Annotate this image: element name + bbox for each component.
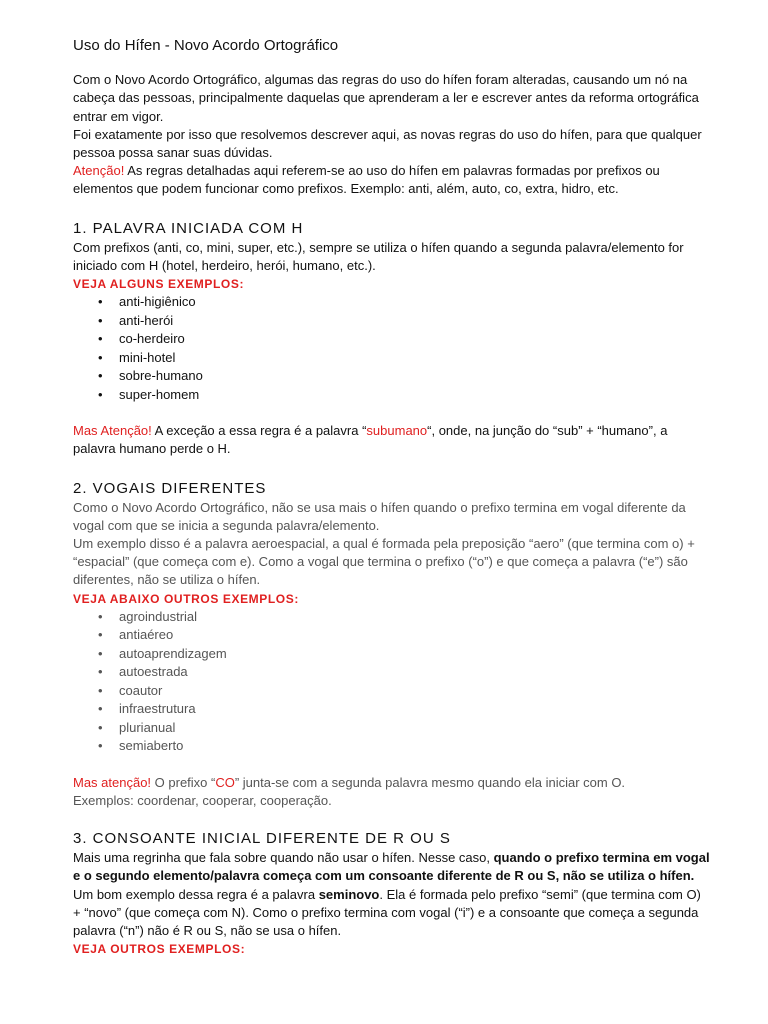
section-3-example-post: . Ela é formada pelo prefixo “semi” (que termina com O) + “novo” (que começa com N). Como o prefixo termina com vogal (“i”) e a consoante que começa a segunda palavra (“n”) não é R ou S, não se usa o hífen. <box>73 886 701 939</box>
list-item: • super-homem <box>98 386 712 405</box>
page-title: Uso do Hífen - Novo Acordo Ortográfico <box>73 37 339 54</box>
list-item: • anti-higiênico <box>98 293 712 312</box>
list-item: • mini-hotel <box>98 349 712 368</box>
section-3-examples-label: VEJA OUTROS EXEMPLOS: <box>73 942 246 957</box>
list-item: • sobre-humano <box>98 367 712 386</box>
list-item: • antiaéreo <box>98 626 712 645</box>
list-item: • anti-herói <box>98 312 712 331</box>
section-2-note-examples: Exemplos: coordenar, cooperar, cooperação. <box>73 793 332 809</box>
list-item: • agroindustrial <box>98 608 712 627</box>
section-2-note <box>73 774 712 792</box>
section-1-note <box>73 422 712 458</box>
list-item: • coautor <box>98 682 712 701</box>
section-3-example-pre: Um bom exemplo dessa regra é a palavra <box>73 886 319 902</box>
section-2-examples-label: VEJA ABAIXO OUTROS EXEMPLOS: <box>73 591 299 606</box>
section-2-note-word: CO <box>215 774 235 790</box>
section-1-text: Com prefixos (anti, co, mini, super, etc.), sempre se utiliza o hífen quando a segunda palavra/elemento for iniciado com H (hotel, herdeiro, herói, humano, etc.). <box>73 239 684 273</box>
section-2-heading: 2. VOGAIS DIFERENTES <box>73 479 267 497</box>
intro-paragraph-1: Com o Novo Acordo Ortográfico, algumas das regras do uso do hífen foram alteradas, causando um nó na cabeça das pessoas, principalmente daquelas que aprenderam a ler e escrever antes da reforma ortográfica entrar em vigor. <box>73 72 699 124</box>
section-1-note-label: Mas Atenção! <box>73 423 152 439</box>
section-2-note-post: ” junta-se com a segunda palavra mesmo quando ela iniciar com O. <box>234 774 626 790</box>
section-1-examples-list <box>73 293 712 404</box>
section-1-heading: 1. PALAVRA INICIADA COM H <box>73 219 304 237</box>
section-3-example <box>73 886 712 941</box>
section-1-note-post: “, onde, na junção do “sub” + “humano”, a palavra humano perde o H. <box>73 423 668 457</box>
section-3-heading: 3. CONSOANTE INICIAL DIFERENTE DE R OU S <box>73 830 451 848</box>
list-item: • autoaprendizagem <box>98 645 712 664</box>
list-item: • autoestrada <box>98 663 712 682</box>
section-3-example-word: seminovo <box>318 886 380 902</box>
intro-paragraph-2: Foi exatamente por isso que resolvemos descrever aqui, as novas regras do uso do hífen, para que qualquer pessoa possa sanar suas dúvidas. <box>73 126 702 161</box>
list-item: • co-herdeiro <box>98 330 712 349</box>
section-2-note-label: Mas atenção! <box>73 774 152 790</box>
list-item: • semiaberto <box>98 737 712 756</box>
section-1-note-pre: A exceção a essa regra é a palavra “ <box>151 423 367 439</box>
intro-attention-paragraph <box>73 162 712 198</box>
attention-text: As regras detalhadas aqui referem-se ao uso do hífen em palavras formadas por prefixos ou elementos que podem funcionar como prefixos. Exemplo: anti, além, auto, co, extra, hidro, etc. <box>73 163 660 197</box>
section-2-note-pre: O prefixo “ <box>151 774 216 790</box>
list-item: • infraestrutura <box>98 700 712 719</box>
section-3-text-bold: quando o prefixo termina em vogal e o segundo elemento/palavra começa com um consoante diferente de R ou S, não se utiliza o hífen. <box>73 850 710 884</box>
section-2-examples-list <box>73 608 712 756</box>
section-2-text-2: Um exemplo disso é a palavra aeroespacial, a qual é formada pela preposição “aero” (que termina com o) + “espacial” (que começa com e). Como a vogal que termina o prefixo (“o”) e que começa a palavra (“e”) são diferentes, não se utiliza o hífen. <box>73 536 695 588</box>
list-item: • plurianual <box>98 719 712 738</box>
section-3-text <box>73 849 712 885</box>
section-1-examples-label: VEJA ALGUNS EXEMPLOS: <box>73 277 245 292</box>
section-3-text-pre: Mais uma regrinha que fala sobre quando não usar o hífen. Nesse caso, <box>73 850 494 866</box>
attention-label: Atenção! <box>73 163 125 179</box>
section-1-note-word: subumano <box>366 423 428 439</box>
section-2-text-1: Como o Novo Acordo Ortográfico, não se usa mais o hífen quando o prefixo termina em vogal diferente da vogal com que se inicia a segunda palavra/elemento. <box>73 499 686 533</box>
